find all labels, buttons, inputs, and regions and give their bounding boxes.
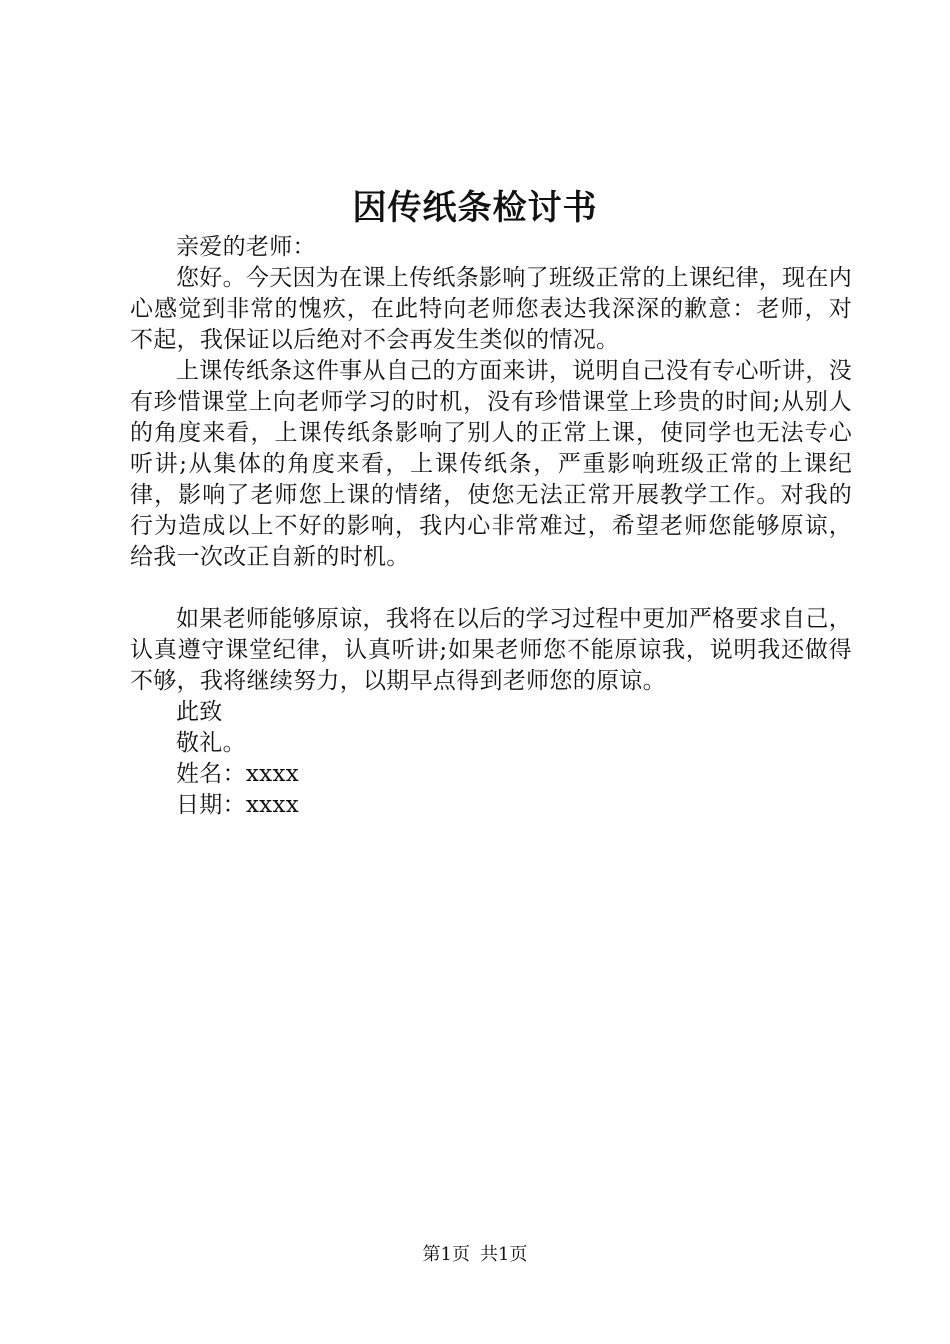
paragraph-2: 上课传纸条这件事从自己的方面来讲，说明自己没有专心听讲，没有珍惜课堂上向老师学习的时机，没有珍惜课堂上珍贵的时间;从别人的角度来看，上课传纸条影响了别人的正常上课，使同学也无法专心听讲;从集体的角度来看，上课传纸条，严重影响班级正常的上课纪律，影响了老师您上课的情绪，使您无法正常开展教学工作。对我的行为造成以上不好的影响，我内心非常难过，希望老师您能够原谅，给我一次改正自新的时机。 [130,358,852,570]
signature-date: 日期：xxxx [176,792,299,818]
page-number-total: 共1页 [480,1244,528,1265]
page-number-current: 第1页 [422,1244,470,1265]
closing-line-2: 敬礼。 [176,730,246,756]
paragraph-3: 如果老师能够原谅，我将在以后的学习过程中更加严格要求自己，认真遵守课堂纪律，认真听讲;如果老师您不能原谅我，说明我还做得不够，我将继续努力，以期早点得到老师您的原谅。 [130,606,852,694]
signature-name: 姓名：xxxx [176,761,299,787]
page-footer [0,1243,950,1267]
closing-line-1: 此致 [176,699,223,725]
paragraph-1: 您好。今天因为在课上传纸条影响了班级正常的上课纪律，现在内心感觉到非常的愧疚，在此特向老师您表达我深深的歉意：老师，对不起，我保证以后绝对不会再发生类似的情况。 [130,265,852,353]
salutation: 亲爱的老师： [176,234,316,260]
document-title: 因传纸条检讨书 [352,188,598,228]
document-body [130,232,852,821]
